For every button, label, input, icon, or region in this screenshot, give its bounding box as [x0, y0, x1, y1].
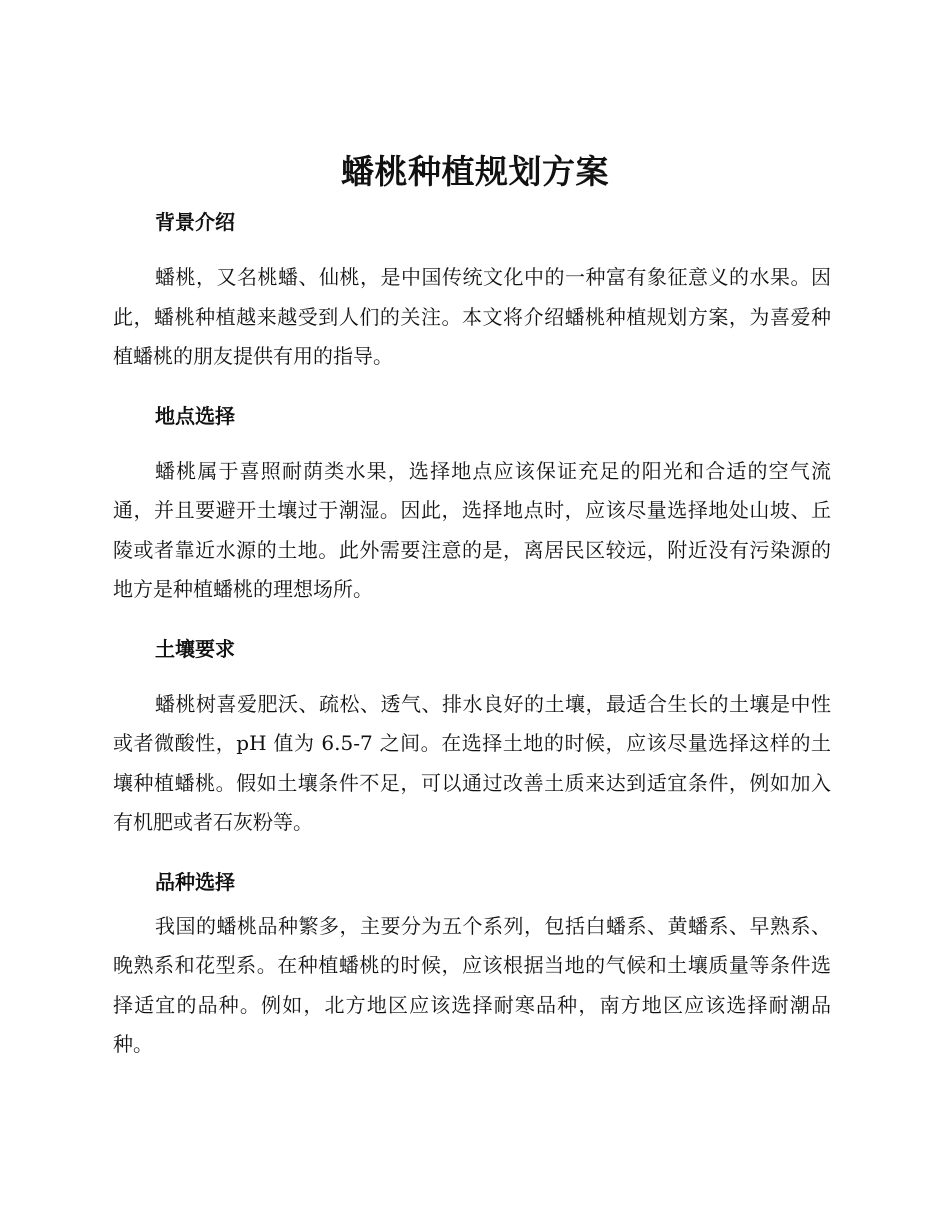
section-heading-soil: 土壤要求: [155, 636, 235, 661]
section-heading-variety: 品种选择: [155, 869, 235, 894]
section-heading-background: 背景介绍: [155, 210, 235, 234]
section-paragraph-variety: 我国的蟠桃品种繁多，主要分为五个系列，包括白蟠系、黄蟠系、早熟系、晚熟系和花型系。在种植蟠桃的时候，应该根据当地的气候和土壤质量等条件选择适宜的品种。例如，北方地区应该选择耐寒品种，南方地区应该选择耐潮品种。: [113, 913, 831, 1056]
section-paragraph-location: 蟠桃属于喜照耐荫类水果，选择地点应该保证充足的阳光和合适的空气流通，并且要避开土壤过于潮湿。因此，选择地点时，应该尽量选择地处山坡、丘陵或者靠近水源的土地。此外需要注意的是，离居民区较远，附近没有污染源的地方是种植蟠桃的理想场所。: [113, 458, 831, 601]
document-body: [113, 204, 831, 1065]
document-title: 蟠桃种植规划方案: [341, 152, 609, 191]
section-paragraph-soil: 蟠桃树喜爱肥沃、疏松、透气、排水良好的土壤，最适合生长的土壤是中性或者微酸性，pH 值为 6.5-7 之间。在选择土地的时候，应该尽量选择这样的土壤种植蟠桃。假如土壤条件不足，可以通过改善土质来达到适宜条件，例如加入有机肥或者石灰粉等。: [113, 691, 831, 834]
section-heading-location: 地点选择: [155, 403, 235, 428]
section-paragraph-background: 蟠桃，又名桃蟠、仙桃，是中国传统文化中的一种富有象征意义的水果。因此，蟠桃种植越来越受到人们的关注。本文将介绍蟠桃种植规划方案，为喜爱种植蟠桃的朋友提供有用的指导。: [113, 265, 831, 368]
